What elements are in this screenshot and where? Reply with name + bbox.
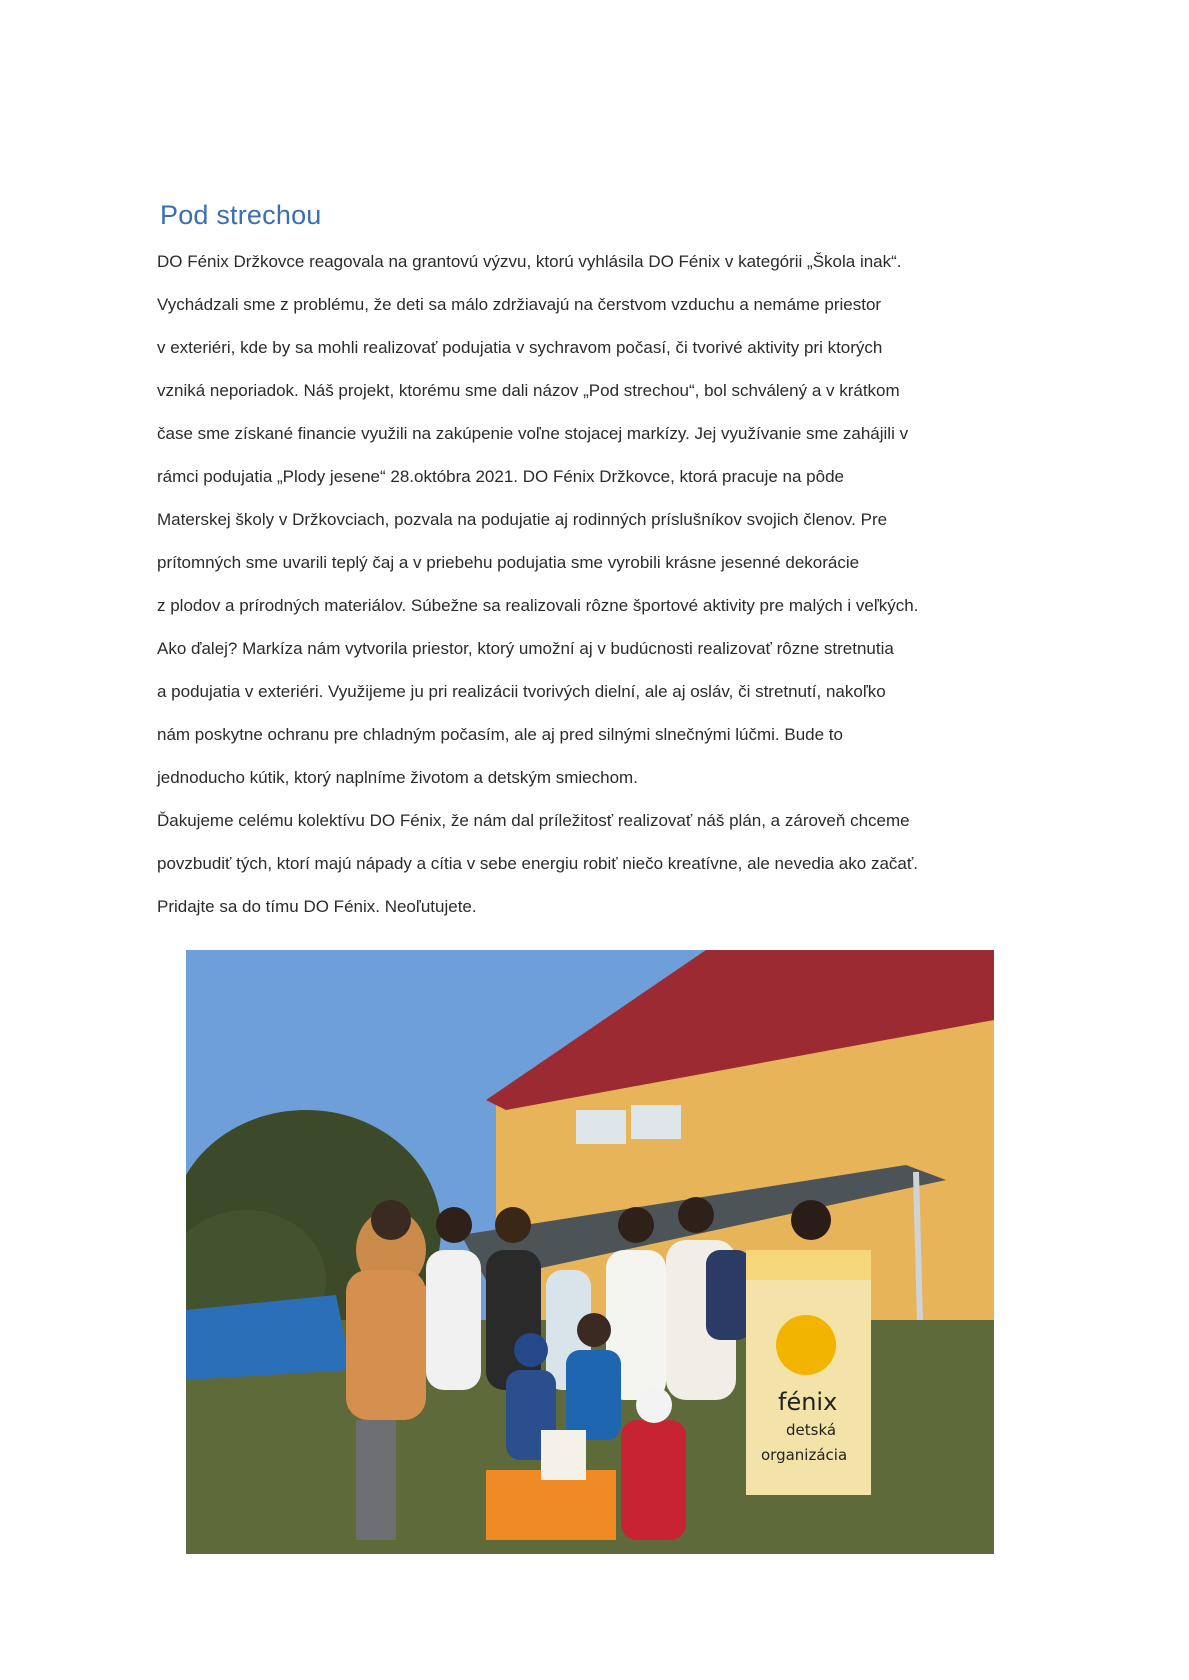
text-line: vzniká neporiadok. Náš projekt, ktorému sme dali názov „Pod strechou“, bol schválený a v krátkom (157, 381, 900, 400)
flag-line2: organizácia (761, 1446, 848, 1464)
orange-bench (486, 1470, 616, 1540)
group-photo (186, 950, 994, 1554)
text-line: povzbudiť tých, ktorí majú nápady a cítia v sebe energiu robiť niečo kreatívne, ale nevedia ako začať. (157, 854, 918, 873)
text-line: Materskej školy v Držkovciach, pozvala na podujatie aj rodinných príslušníkov svojich členov. Pre (157, 510, 888, 529)
body-paragraph (157, 240, 1037, 928)
pool (186, 1295, 351, 1380)
flag-brand: fénix (778, 1388, 838, 1416)
text-line: prítomných sme uvarili teplý čaj a v priebehu podujatia sme vyrobili krásne jesenné dekorácie (157, 553, 860, 572)
group-photo-illustration (186, 950, 994, 1554)
page-title: Pod strechou (160, 200, 322, 230)
text-line: čase sme získané financie využili na zakúpenie voľne stojacej markízy. Jej využívanie sme zahájili v (157, 424, 909, 443)
text-line: Pridajte sa do tímu DO Fénix. Neoľutujete. (157, 897, 477, 916)
text-line: Ako ďalej? Markíza nám vytvorila priestor, ktorý umožní aj v budúcnosti realizovať rôzne stretnutia (157, 639, 894, 658)
text-line: v exteriéri, kde by sa mohli realizovať podujatia v sychravom počasí, či tvorivé aktivity pri ktorých (157, 338, 883, 357)
text-line: rámci podujatia „Plody jesene“ 28.októbra 2021. DO Fénix Držkovce, ktorá pracuje na pôde (157, 467, 844, 486)
window (576, 1110, 626, 1144)
fenix-flag (746, 1250, 871, 1495)
text-line: DO Fénix Držkovce reagovala na grantovú výzvu, ktorú vyhlásila DO Fénix v kategórii „Škola inak“. (157, 252, 902, 271)
text-line: nám poskytne ochranu pre chladným počasím, ale aj pred silnými slnečnými lúčmi. Bude to (157, 725, 843, 744)
craft-sign (541, 1430, 586, 1480)
text-line: jednoducho kútik, ktorý naplníme životom a detským smiechom. (157, 768, 638, 787)
text-line: a podujatia v exteriéri. Využijeme ju pri realizácii tvorivých dielní, ale aj osláv, či stretnutí, nakoľko (157, 682, 886, 701)
window (631, 1105, 681, 1139)
text-line: z plodov a prírodných materiálov. Súbežne sa realizovali rôzne športové aktivity pre malých i veľkých. (157, 596, 919, 615)
text-line: Ďakujeme celému kolektívu DO Fénix, že nám dal príležitosť realizovať náš plán, a zároveň chceme (157, 811, 910, 830)
flag-line1: detská (786, 1421, 837, 1439)
fenix-logo-icon (776, 1315, 836, 1375)
text-line: Vychádzali sme z problému, že deti sa málo zdržiavajú na čerstvom vzduchu a nemáme priestor (157, 295, 882, 314)
